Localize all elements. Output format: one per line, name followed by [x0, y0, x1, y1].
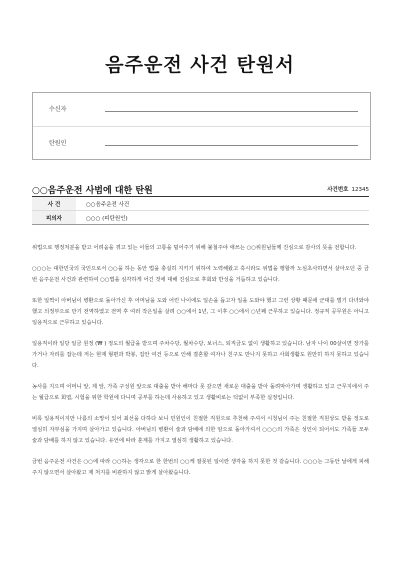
suspect-label: 피의자	[32, 211, 76, 225]
case-label: 사 건	[32, 197, 76, 211]
case-info-table	[32, 196, 369, 225]
case-number	[327, 185, 369, 193]
case-number-label: 사건번호	[327, 187, 349, 193]
paragraph: 금번 음주운전 사건은 ○○에 따라 ○○하는 생각으로 한 한번의 ○○케 잘못된 일이란 생각을 하지 못한 것 같습니다. ○○○는 그동안 날에게 피해주지 않으면서 살아왔고 제 처지를 비관하지 않고 밝게 살아왔습니다.	[32, 459, 369, 476]
recipient-label: 수신자	[49, 106, 67, 113]
recipient-field[interactable]	[105, 111, 358, 112]
case-value: ○○음주운전 사건	[76, 197, 369, 211]
table-row	[32, 211, 369, 225]
paragraph: 일용직이라 일당 일금 원정 (₩ ) 정도의 월급을 받으며 주차수당, 월차수당, 보너스, 퇴직금도 없이 생활하고 있습니다. 남자 나이 00살이면 장가를 가거나 자리를 잡는데 저는 현재 형편과 박봉, 집안 여건 등으로 인해 결혼할 여자나 친구도 만나지 못하고 사회생활도 원만히 하지 못하고 있습니다.	[32, 341, 369, 369]
document-title: 음주운전 사건 탄원서	[105, 54, 295, 76]
paragraph: 위법으로 행정처분을 받고 어려움을 겪고 있는 이들의 고통을 덜어주기 위해 불철주야 애쓰는 ○○위원님들께 진심으로 감사의 뜻을 전합니다.	[32, 245, 357, 251]
header-fields-box	[32, 92, 371, 160]
paragraph: ○○○는 대한민국의 국민으로서 ○○을 하는 동안 법을 충실히 지키기 위하여 노력해왔고 혹시라도 위법을 행할까 노심초사하면서 살아오던 중 금번 음주운전 사건과 관련하여 ○○법을 심각하게 어긴 것에 대해 진심으로 후회와 반성을 거듭하고 있습니다.	[32, 266, 369, 283]
paragraph: 농사를 지으며 어머니 앞, 제 앞, 가족 구성원 앞으로 대출을 받아 해마다 못 갚으면 새로운 대출을 받아 돌려막아가며 생활하고 있고 근무지에서 주는 월급으로 회엽, 시험을 위한 학원에 다니며 공부를 하는데 사용하고 있고 생활비로는 턱없이 부족한 실정입니다.	[32, 384, 369, 401]
petitioner-label: 탄원인	[49, 140, 67, 147]
case-number-value: 12345	[351, 187, 369, 193]
table-row	[32, 197, 369, 211]
petitioner-field[interactable]	[105, 145, 358, 146]
suspect-value: ○○○ (피탄원인)	[86, 215, 128, 222]
section-title: ○○음주운전 사범에 대한 탄원	[32, 186, 153, 196]
petitioner-row	[33, 126, 370, 160]
paragraph: 또한 일찍이 아버님이 병환으로 돌아가신 후 어머님을 도와 어린 나이에도 일손을 돕고자 일을 도와야 했고 그런 상황 때문에 군대를 벌기 다녀와야 했고 의정부으로 만기 전역하였고 전역 후 여러 작은일을 살려 ○○에서 1년, 그 이후 ○○에서 ○년째 근무하고 있습니다. 정규직 공무원은 아니고 일용직으로 근무하고 있습니다.	[32, 298, 369, 326]
petition-body	[32, 243, 369, 489]
paragraph: 비록 일용직이지만 나름의 소망이 있어 최선을 다하다 보니 민원인이 친절한 직원으로 추천해 주셔서 시청님이 주는 친절한 직원상도 받을 정도로 열심히 자부심을 가지며 살아가고 있습니다. 아버님의 병환이 술과 담배에 의한 암으로 돌아가셔서 ○○○의 가족은 성인이 되어서도 가족들 모두 술과 담배를 하지 않고 있습니다. 유언에 따라 훈계를 가지고 열심히 생활하고 있습니다.	[32, 416, 369, 444]
recipient-row	[33, 93, 370, 126]
